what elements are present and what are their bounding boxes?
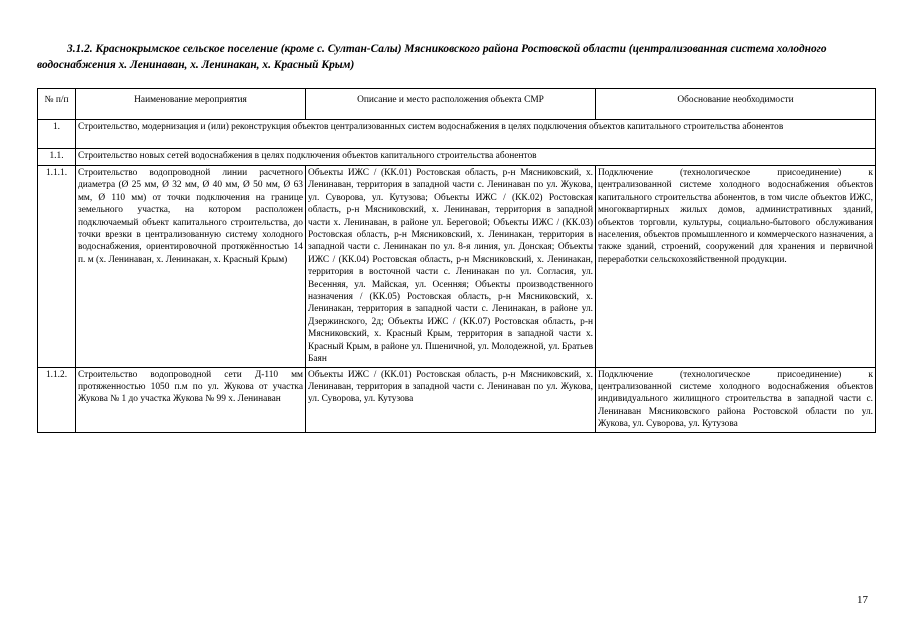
measure-name: Строительство водопроводной линии расчетного диаметра (Ø 25 мм, Ø 32 мм, Ø 40 мм, Ø 50 мм, Ø 63 мм, Ø 110 мм) от точки подключения на границе земельного участка, на котором расположен подключаемый объект капитального строительства, до точки врезки в централизованную систему холодного водоснабжения, ориентировочной протяжённостью 14 п. м (х. Ленинаван, х. Ленинакан, х. Красный Крым): [76, 166, 306, 368]
header-description: Описание и место расположения объекта СМР: [306, 89, 596, 120]
measure-reason: Подключение (технологическое присоединение) к централизованной системе холодного водоснабжения объектов индивидуального жилищного строительства в западной части с. Ленинаван Мясниковского района Ростовской области по ул. Жукова, ул. Суворова, ул. Кутузова: [596, 367, 876, 432]
header-num: № п/п: [38, 89, 76, 120]
table-row: [38, 149, 876, 166]
table-row: [38, 367, 876, 432]
row-number: 1.1.2.: [38, 367, 76, 432]
section-heading: 3.1.2. Краснокрымское сельское поселение (кроме с. Султан-Салы) Мясниковского района Ростовской области (централизованная система холодного водоснабжения х. Ленинаван, х. Ленинакан, х. Красный Крым): [37, 43, 827, 71]
row-number: 1.1.: [38, 149, 76, 166]
header-name: Наименование мероприятия: [76, 89, 306, 120]
table-header-row: [38, 89, 876, 120]
measure-reason: Подключение (технологическое присоединение) к централизованной системе холодного водоснабжения объектов капитального строительства абонентов, в том числе объектов ИЖС, многоквартирных жилых домов, административных зданий, объектов торговли, культуры, социально-бытового обслуживания населения, объектов промышленного и коммерческого назначения, а также зданий, строений, сооружений для хранения и первичной переработки сельскохозяйственной продукции.: [596, 166, 876, 368]
measure-name: Строительство водопроводной сети Д-110 мм протяженностью 1050 п.м по ул. Жукова от участка Жукова № 1 до участка Жукова № 99 х. Ленинаван: [76, 367, 306, 432]
table-row: [38, 166, 876, 368]
measures-table: [37, 88, 876, 433]
header-reason: Обоснование необходимости: [596, 89, 876, 120]
row-number: 1.1.1.: [38, 166, 76, 368]
measure-description: Объекты ИЖС / (КК.01) Ростовская область, р-н Мясниковский, х. Ленинаван, территория в западной части с. Ленинаван по ул. Жукова, ул. Суворова, ул. Кутузова; Объекты ИЖС / (КК.02) Ростовская область, р-н Мясниковский, х. Ленинаван, территория в западной части х. Ленинаван, в районе ул. Береговой; Объекты ИЖС / (КК.03) Ростовская область, р-н Мясниковский, х. Ленинакан, территория в западной части с. Ленинакан по ул. 8-я линия, ул. Донская; Объекты ИЖС / (КК.04) Ростовская область, р-н Мясниковский, х. Ленинакан, территория в восточной части с. Ленинакан по ул. Согласия, ул. Весенняя, ул. Майская, ул. Осенняя; Объекты производственного назначения / (КК.05) Ростовская область, р-н Мясниковский, х. Ленинакан, территория в западной части с. Ленинакан, в районе ул. Дзержинского, 2д; Объекты ИЖС / (КК.07) Ростовская область, р-н Мясниковский, х. Красный Крым, территория в западной части х. Красный Крым, в районе ул. Пшеничной, ул. Молодежной, ул. Братьев Баян: [306, 166, 596, 368]
table-row: [38, 120, 876, 149]
row-title: Строительство, модернизация и (или) реконструкция объектов централизованных систем водоснабжения в целях подключения объектов капитального строительства абонентов: [76, 120, 876, 149]
measure-description: Объекты ИЖС / (КК.01) Ростовская область, р-н Мясниковский, х. Ленинаван, территория в западной части с. Ленинаван по ул. Жукова, ул. Суворова, ул. Кутузова: [306, 367, 596, 432]
page-number: 17: [857, 594, 868, 606]
row-title: Строительство новых сетей водоснабжения в целях подключения объектов капитального строительства абонентов: [76, 149, 876, 166]
row-number: 1.: [38, 120, 76, 149]
